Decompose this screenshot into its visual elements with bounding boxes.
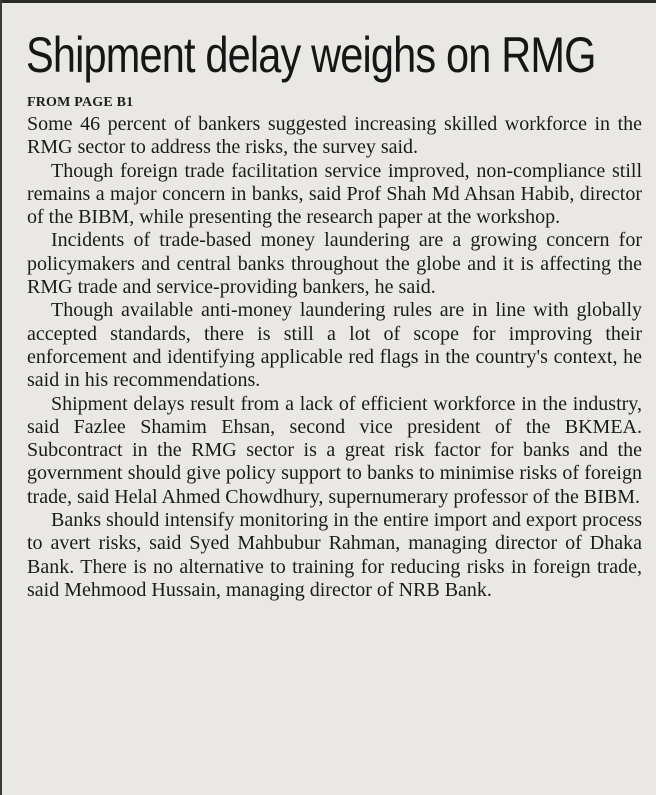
paragraph-6: Banks should intensify monitoring in the entire import and export process to avert risks, said Syed Mahbubur Rahman, managing director of Dhaka Bank. There is no alternative to training for reducing risks in foreign trade, said Mehmood Hussain, managing director of NRB Bank. bbox=[27, 509, 643, 601]
paragraph-1: Some 46 percent of bankers suggested increasing skilled workforce in the RMG sector to address the risks, the survey said. bbox=[27, 113, 642, 159]
paragraph-2: Though foreign trade facilitation service improved, non-compliance still remains a major concern in banks, said Prof Shah Md Ahsan Habib, director of the BIBM, while presenting the research paper at the workshop. bbox=[27, 159, 642, 229]
paragraph-5: Shipment delays result from a lack of efficient workforce in the industry, said Fazlee Shamim Ehsan, second vice president of the BKMEA. Subcontract in the RMG sector is a great risk factor for banks and the government should give policy support to banks to minimise risks of foreign trade, said Helal Ahmed Chowdhury, supernumerary professor of the BIBM. bbox=[27, 392, 642, 508]
continuation-label: FROM PAGE B1 bbox=[27, 95, 134, 110]
article-body bbox=[27, 113, 642, 602]
paragraph-4: Though available anti-money laundering rules are in line with globally accepted standards, there is still a lot of scope for improving their enforcement and identifying applicable red flags in the country's context, he said in his recommendations. bbox=[27, 299, 642, 392]
left-rule bbox=[0, 0, 2, 795]
headline: Shipment delay weighs on RMG bbox=[26, 27, 596, 83]
paragraph-3: Incidents of trade-based money laundering are a growing concern for policymakers and central banks throughout the globe and it is affecting the RMG trade and service-providing bankers, he said. bbox=[27, 229, 642, 299]
top-rule bbox=[0, 0, 656, 3]
